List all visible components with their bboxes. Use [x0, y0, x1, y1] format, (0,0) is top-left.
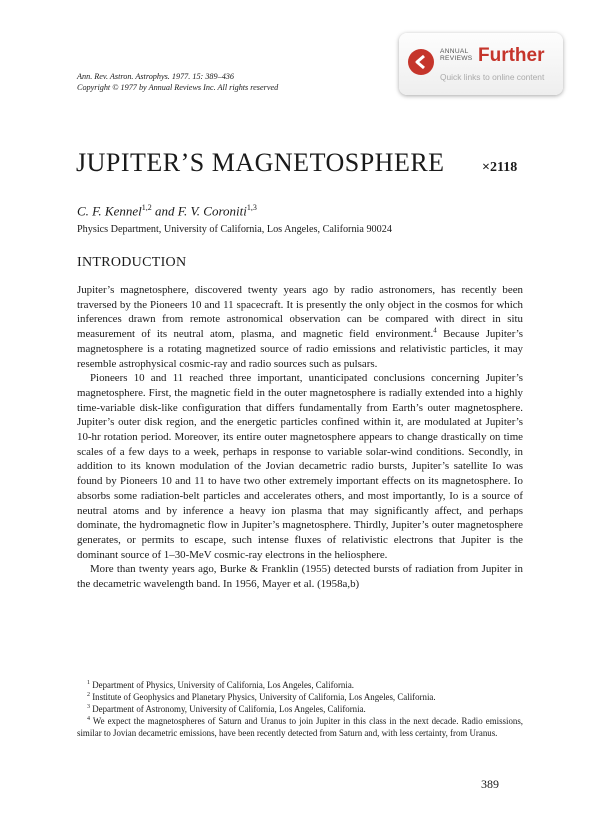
article-code: ×2118	[482, 160, 518, 175]
footnote-ref-4[interactable]: 4	[433, 326, 437, 335]
page-number: 389	[481, 777, 499, 791]
affiliation: Physics Department, University of California, Los Angeles, California 90024	[77, 224, 392, 235]
badge-brand-text	[440, 48, 473, 62]
footnote-number: 3	[87, 703, 90, 710]
paragraph-2: Pioneers 10 and 11 reached three important, unanticipated conclusions concerning Jupiter’s magnetosphere. First, the magnetic field in the outer magnetosphere is radially extended into a highly time-variable disk-like configuration that differs fundamentally from Earth’s outer magnetosphere. Jupiter’s outer disk region, and the energetic particles confined within it, are modulated at Jupiter’s 10-hr rotation period. Moreover, its entire outer magnetosphere appears to change drastically on time scales of a few days to a week, perhaps in response to variable solar-wind conditions. Secondly, in addition to its known modulation of the Jovian decametric radio bursts, Jupiter’s satellite Io was found by Pioneers 10 and 11 to have two other extremely important effects on its magnetosphere. Io absorbs some radiation-belt particles and accelerates others, and most importantly, Io is a source of neutral atoms and by inference a heavy ion plasma that may significantly affect, and perhaps dominate, the hydromagnetic flow in Jupiter’s magnetosphere. Thirdly, Jupiter’s outer magnetosphere generates, or permits to escape, such intense fluxes of relativistic electrons that Jupiter is the dominant source of 1–30-MeV cosmic-ray electrons in the heliosphere.	[77, 372, 523, 561]
footnotes	[77, 680, 523, 740]
article-title: JUPITER’S MAGNETOSPHERE	[76, 148, 445, 177]
section-heading: INTRODUCTION	[77, 255, 187, 270]
footnote-text: Department of Astronomy, University of California, Los Angeles, California.	[90, 703, 366, 714]
footnote-number: 4	[87, 715, 90, 722]
body-text	[77, 283, 523, 592]
paragraph-1-part-b: Because Jupiter’s magnetosphere is a rotating magnetized source of radio emissions and relativistic particles, it may resemble astrophysical cosmic-ray and radio sources such as pulsars.	[77, 328, 524, 370]
paragraph-1-part-a: Jupiter’s magnetosphere, discovered twenty years ago by radio astronomers, has recently been traversed by the Pioneers 10 and 11 spacecraft. It is presently the only object in the cosmos for which inferences drawn from remote astronomical observation can be compared with direct in situ measurement of its neutral atom, plasma, and magnetic field environment.	[77, 284, 523, 341]
badge-title: Further	[478, 45, 545, 66]
author-conjunction: and	[151, 203, 178, 219]
footnote-text: Department of Physics, University of California, Los Angeles, California.	[90, 680, 354, 690]
footnote	[77, 716, 523, 740]
footnote-number: 2	[87, 691, 90, 698]
author-line	[77, 203, 257, 219]
footnote-text: Institute of Geophysics and Planetary Physics, University of California, Los Angeles, California.	[90, 691, 436, 702]
footnote	[77, 680, 523, 692]
footnote-number: 1	[87, 680, 90, 687]
journal-citation-line: Ann. Rev. Astron. Astrophys. 1977. 15: 389–436	[77, 72, 234, 81]
badge-annual: ANNUAL	[440, 48, 469, 55]
author-kennel-sup: 1,2	[141, 203, 152, 212]
journal-citation	[77, 72, 278, 93]
badge-subtitle: Quick links to online content	[440, 72, 545, 82]
badge-reviews: REVIEWS	[440, 55, 473, 62]
footnote	[77, 692, 523, 704]
author-coroniti: F. V. Coroniti	[177, 203, 247, 219]
annual-reviews-logo-icon	[408, 49, 434, 75]
paragraph-3: More than twenty years ago, Burke & Franklin (1955) detected bursts of radiation from Jupiter in the decametric wavelength band. In 1956, Mayer et al. (1958a,b)	[77, 563, 523, 591]
author-coroniti-sup: 1,3	[246, 203, 257, 212]
footnote-text: We expect the magnetospheres of Saturn and Uranus to join Jupiter in this class in the next decade. Radio emissions, similar to Jovian decametric emissions, have been recently detected from Saturn and, with less certainty, from Uranus.	[77, 715, 523, 738]
footnote	[77, 704, 523, 716]
annual-reviews-further-badge[interactable]	[399, 33, 563, 95]
author-kennel: C. F. Kennel	[77, 203, 142, 219]
copyright-line: Copyright © 1977 by Annual Reviews Inc. All rights reserved	[77, 82, 279, 92]
paragraph-1	[77, 283, 523, 371]
